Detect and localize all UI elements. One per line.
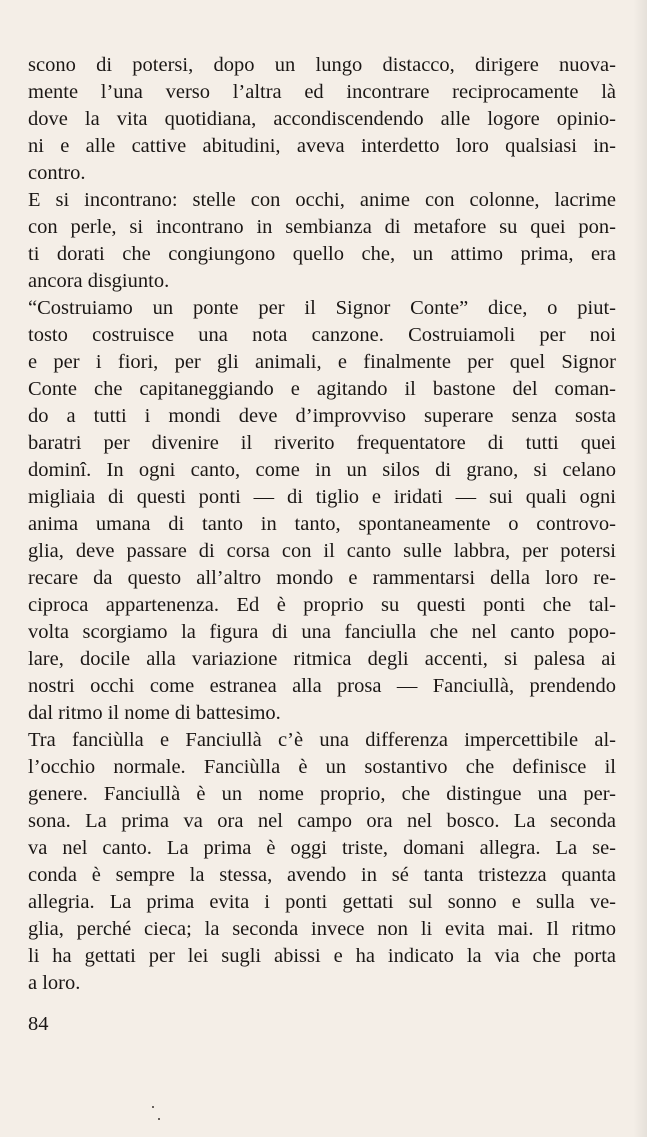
text-line: l’occhio normale. Fanciùlla è un sostantivo che definisce il xyxy=(28,756,616,778)
page-number: 84 xyxy=(28,1013,49,1035)
text-line: anima umana di tanto in tanto, spontaneamente o controvo- xyxy=(28,513,616,535)
text-line: Conte che capitaneggiando e agitando il bastone del coman- xyxy=(28,378,616,400)
text-line: nostri occhi come estranea alla prosa — Fanciullà, prendendo xyxy=(28,675,616,697)
text-line: dal ritmo il nome di battesimo. xyxy=(28,702,281,724)
text-line: con perle, si incontrano in sembianza di metafore su quei pon- xyxy=(28,216,616,238)
scan-speck xyxy=(158,1118,160,1120)
text-line: glia, perché cieca; la seconda invece non li evita mai. Il ritmo xyxy=(28,918,616,940)
text-line: tosto costruisce una nota canzone. Costruiamoli per noi xyxy=(28,324,616,346)
text-line: scono di potersi, dopo un lungo distacco, dirigere nuova- xyxy=(28,54,616,76)
text-line: a loro. xyxy=(28,972,81,994)
text-line: dominî. In ogni canto, come in un silos di grano, si celano xyxy=(28,459,616,481)
text-line: migliaia di questi ponti — di tiglio e iridati — sui quali ogni xyxy=(28,486,616,508)
text-line: e per i fiori, per gli animali, e finalmente per quel Signor xyxy=(28,351,616,373)
text-line: E si incontrano: stelle con occhi, anime con colonne, lacrime xyxy=(28,189,616,211)
text-line: ti dorati che congiungono quello che, un attimo prima, era xyxy=(28,243,616,265)
body-text xyxy=(28,52,616,997)
text-line: recare da questo all’altro mondo e rammentarsi della loro re- xyxy=(28,567,616,589)
text-line: li ha gettati per lei sugli abissi e ha indicato la via che porta xyxy=(28,945,616,967)
text-line: lare, docile alla variazione ritmica degli accenti, si palesa ai xyxy=(28,648,616,670)
scan-speck xyxy=(152,1106,154,1108)
text-line: do a tutti i mondi deve d’improvviso superare senza sosta xyxy=(28,405,616,427)
text-line: ciproca appartenenza. Ed è proprio su questi ponti che tal- xyxy=(28,594,616,616)
text-line: baratri per divenire il riverito frequentatore di tutti quei xyxy=(28,432,616,454)
text-line: allegria. La prima evita i ponti gettati sul sonno e sulla ve- xyxy=(28,891,616,913)
text-line: contro. xyxy=(28,162,86,184)
page-edge-shadow xyxy=(633,0,647,1137)
text-line: glia, deve passare di corsa con il canto sulle labbra, per potersi xyxy=(28,540,616,562)
text-line: mente l’una verso l’altra ed incontrare reciprocamente là xyxy=(28,81,616,103)
text-line: “Costruiamo un ponte per il Signor Conte” dice, o piut- xyxy=(28,297,616,319)
text-line: va nel canto. La prima è oggi triste, domani allegra. La se- xyxy=(28,837,616,859)
text-line: sona. La prima va ora nel campo ora nel bosco. La seconda xyxy=(28,810,616,832)
text-line: Tra fanciùlla e Fanciullà c’è una differenza impercettibile al- xyxy=(28,729,616,751)
text-line: ni e alle cattive abitudini, aveva interdetto loro qualsiasi in- xyxy=(28,135,616,157)
text-line: dove la vita quotidiana, accondiscendendo alle logore opinio- xyxy=(28,108,616,130)
text-line: conda è sempre la stessa, avendo in sé tanta tristezza quanta xyxy=(28,864,616,886)
text-line: volta scorgiamo la figura di una fanciulla che nel canto popo- xyxy=(28,621,616,643)
text-line: ancora disgiunto. xyxy=(28,270,170,292)
text-line: genere. Fanciullà è un nome proprio, che distingue una per- xyxy=(28,783,616,805)
